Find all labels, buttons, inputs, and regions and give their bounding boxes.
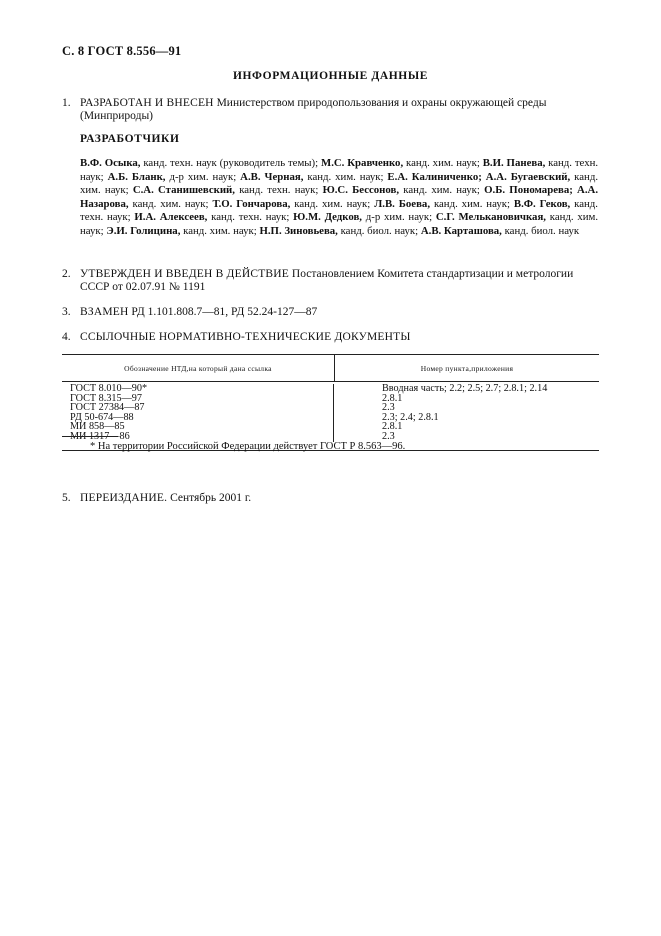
table-column-designation (62, 384, 334, 442)
item-text: РД 1.101.808.7—81, РД 52.24-127—87 (131, 306, 318, 318)
table-header-designation: Обозначение НТД,на который дана ссылка (62, 355, 335, 381)
item-caps: УТВЕРЖДЕН И ВВЕДЕН В ДЕЙСТВИЕ (80, 268, 290, 280)
developer-name: И.А. Алексеев, (134, 211, 208, 224)
page-header: С. 8 ГОСТ 8.556—91 (62, 44, 182, 58)
item-caps: РАЗРАБОТАН И ВНЕСЕН (80, 97, 214, 109)
table-cell-clause: 2.8.1 (382, 392, 403, 404)
developer-role: канд. хим. наук; (294, 197, 371, 210)
item-caps: ВЗАМЕН (80, 306, 129, 318)
developers-list (80, 157, 598, 239)
developer-name: А.А. Бугаевский, (485, 170, 571, 183)
developer-name: Е.А. Калиниченко; (387, 170, 482, 183)
developer-name: А.В. Черная, (240, 170, 304, 183)
developer-role: д-р хим. наук; (169, 170, 237, 183)
table-header (62, 355, 599, 382)
item-number: 2. (62, 268, 71, 280)
footnote-rule (62, 436, 118, 437)
item-reissue (62, 492, 602, 505)
developer-name: А.В. Карташова, (420, 224, 502, 237)
developer-role: канд. хим. наук; (406, 157, 480, 169)
table-cell-designation: ГОСТ 27384—87 (70, 402, 145, 414)
item-developed (62, 97, 602, 123)
developer-role: д-р хим. наук; (365, 211, 433, 224)
developer-role: канд. хим. наук; (132, 197, 209, 210)
developer-name: С.А. Станишевский, (132, 184, 235, 197)
table-column-clause (334, 384, 599, 442)
table-cell-clause: 2.8.1 (382, 421, 403, 433)
developer-name: Л.В. Боева, (374, 197, 431, 210)
item-caps: ПЕРЕИЗДАНИЕ. (80, 492, 168, 504)
table-cell-clause: 2.3 (382, 430, 395, 442)
table-cell-clause: 2.3 (382, 402, 395, 414)
developer-name: А.А. Назарова, (80, 184, 599, 210)
developer-name: Ю.С. Бессонов, (322, 184, 400, 197)
developer-name: Т.О. Гончарова, (212, 197, 291, 210)
developer-role: канд. хим. наук; (403, 184, 480, 197)
table-cell-designation: ГОСТ 8.010—90* (70, 383, 148, 394)
table-cell-clause: Вводная часть; 2.2; 2.5; 2.7; 2.8.1; 2.14 (382, 383, 548, 394)
table-cell-designation: МИ 1317—86 (70, 430, 130, 442)
developer-name: Э.И. Голицина, (106, 224, 181, 237)
item-caps: ССЫЛОЧНЫЕ НОРМАТИВНО-ТЕХНИЧЕСКИЕ ДОКУМЕНТЫ (80, 331, 411, 343)
developer-role: канд. техн. наук; (80, 157, 599, 183)
developer-role: канд. хим. наук; (80, 211, 599, 237)
table-cell-designation: РД 50-674—88 (70, 411, 134, 423)
developers-title: РАЗРАБОТЧИКИ (80, 133, 180, 145)
developer-role: канд. техн. наук (руководитель темы); (143, 157, 319, 169)
developers-paragraph (80, 157, 598, 239)
developer-role: канд. техн. наук; (239, 184, 319, 197)
footnote: * На территории Российской Федерации действует ГОСТ Р 8.563—96. (90, 441, 406, 452)
developer-role: канд. техн. наук; (211, 211, 290, 224)
developer-name: Ю.М. Дедков, (293, 211, 363, 224)
developer-role: канд. техн. наук; (80, 197, 598, 224)
item-number: 4. (62, 331, 71, 343)
item-approved (62, 268, 602, 294)
references-table (62, 354, 599, 451)
developer-role: канд. хим. наук; (307, 170, 384, 183)
item-number: 1. (62, 97, 71, 109)
item-text: Сентябрь 2001 г. (170, 492, 252, 504)
developer-name: А.Б. Бланк, (107, 170, 166, 183)
developer-role: канд. биол. наук (504, 224, 580, 237)
developer-role: канд. хим. наук; (183, 224, 257, 237)
table-header-clause: Номер пункта,приложения (420, 363, 514, 373)
section-title: ИНФОРМАЦИОННЫЕ ДАННЫЕ (232, 70, 429, 82)
developer-role: канд. хим. наук; (433, 197, 510, 210)
item-text: Министерством природопользования и охраны окружающей среды (Минприроды) (80, 97, 547, 122)
table-cell-designation: ГОСТ 8.315—97 (70, 392, 142, 404)
item-references (62, 331, 602, 344)
item-replaces (62, 306, 602, 319)
table-cell-designation: МИ 858—85 (70, 421, 125, 433)
developer-name: В.И. Панева, (482, 157, 546, 169)
developer-name: В.Ф. Осыка, (80, 157, 141, 169)
item-number: 5. (62, 492, 71, 504)
developer-name: М.С. Кравченко, (321, 157, 404, 169)
table-body (62, 382, 599, 450)
item-text: Постановлением Комитета стандартизации и метрологии СССР от 02.07.91 № 1191 (80, 268, 574, 293)
developer-name: О.Б. Пономарева; (484, 184, 573, 197)
developer-name: С.Г. Мелькановичкая, (435, 211, 546, 224)
table-cell-clause: 2.3; 2.4; 2.8.1 (382, 411, 439, 423)
developer-name: Н.П. Зиновьева, (259, 224, 338, 237)
item-number: 3. (62, 306, 71, 318)
developer-name: В.Ф. Геков, (513, 197, 571, 210)
developer-role: канд. биол. наук; (340, 224, 419, 237)
developer-role: канд. хим. наук; (80, 170, 599, 197)
